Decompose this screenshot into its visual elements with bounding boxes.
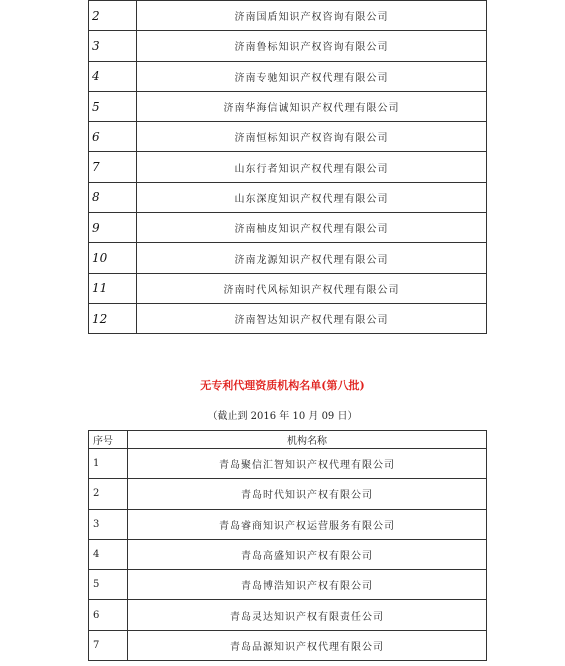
agency-name: 青岛博浩知识产权有限公司 <box>128 570 487 600</box>
row-number: 3 <box>89 509 128 539</box>
agency-name: 济南时代风标知识产权代理有限公司 <box>137 273 487 303</box>
agency-name: 济南龙源知识产权代理有限公司 <box>137 243 487 273</box>
table-row <box>89 152 487 182</box>
agency-name: 青岛时代知识产权有限公司 <box>128 479 487 509</box>
row-number: 7 <box>89 630 128 660</box>
header-row <box>89 431 487 449</box>
row-number: 5 <box>89 570 128 600</box>
table-row <box>89 600 487 630</box>
table-row <box>89 61 487 91</box>
table-row <box>89 630 487 660</box>
row-number: 1 <box>89 449 128 479</box>
row-number: 10 <box>89 243 137 273</box>
table-row <box>89 509 487 539</box>
table-row <box>89 182 487 212</box>
cutoff-date-note: （截止到 2016 年 10 月 09 日） <box>207 411 358 422</box>
table-row <box>89 213 487 243</box>
header-agency-name: 机构名称 <box>128 431 487 449</box>
row-number: 2 <box>89 479 128 509</box>
table-row <box>89 303 487 333</box>
row-number: 5 <box>89 91 137 121</box>
table-row <box>89 479 487 509</box>
agency-list-body <box>89 449 487 661</box>
table-row <box>89 31 487 61</box>
row-number: 7 <box>89 152 137 182</box>
agency-name: 青岛睿商知识产权运营服务有限公司 <box>128 509 487 539</box>
agency-name: 青岛高盛知识产权有限公司 <box>128 539 487 569</box>
agency-name: 山东行者知识产权代理有限公司 <box>137 152 487 182</box>
row-number: 8 <box>89 182 137 212</box>
agency-name: 青岛灵达知识产权有限责任公司 <box>128 600 487 630</box>
table-row <box>89 539 487 569</box>
table-row <box>89 243 487 273</box>
row-number: 12 <box>89 303 137 333</box>
table-row <box>89 570 487 600</box>
agency-name: 济南国盾知识产权咨询有限公司 <box>137 1 487 31</box>
agency-name: 青岛品源知识产权代理有限公司 <box>128 630 487 660</box>
row-number: 11 <box>89 273 137 303</box>
table-row <box>89 1 487 31</box>
row-number: 3 <box>89 31 137 61</box>
agency-name: 济南恒标知识产权咨询有限公司 <box>137 122 487 152</box>
continuation-table-body <box>89 1 487 334</box>
list-title: 无专利代理资质机构名单(第八批) <box>200 379 365 392</box>
table-header <box>89 431 487 449</box>
agency-name: 济南鲁标知识产权咨询有限公司 <box>137 31 487 61</box>
table-row <box>89 273 487 303</box>
header-serial-number: 序号 <box>89 431 128 449</box>
table-row <box>89 91 487 121</box>
row-number: 2 <box>89 1 137 31</box>
table-row <box>89 122 487 152</box>
table-row <box>89 449 487 479</box>
agency-name: 济南华海信诚知识产权代理有限公司 <box>137 91 487 121</box>
agency-name: 济南柚皮知识产权代理有限公司 <box>137 213 487 243</box>
row-number: 9 <box>89 213 137 243</box>
agency-name: 青岛聚信汇智知识产权代理有限公司 <box>128 449 487 479</box>
agency-list-table <box>88 430 487 661</box>
row-number: 4 <box>89 539 128 569</box>
continuation-table <box>88 0 487 334</box>
row-number: 6 <box>89 122 137 152</box>
agency-name: 济南专驰知识产权代理有限公司 <box>137 61 487 91</box>
agency-name: 济南智达知识产权代理有限公司 <box>137 303 487 333</box>
row-number: 6 <box>89 600 128 630</box>
row-number: 4 <box>89 61 137 91</box>
agency-name: 山东深度知识产权代理有限公司 <box>137 182 487 212</box>
